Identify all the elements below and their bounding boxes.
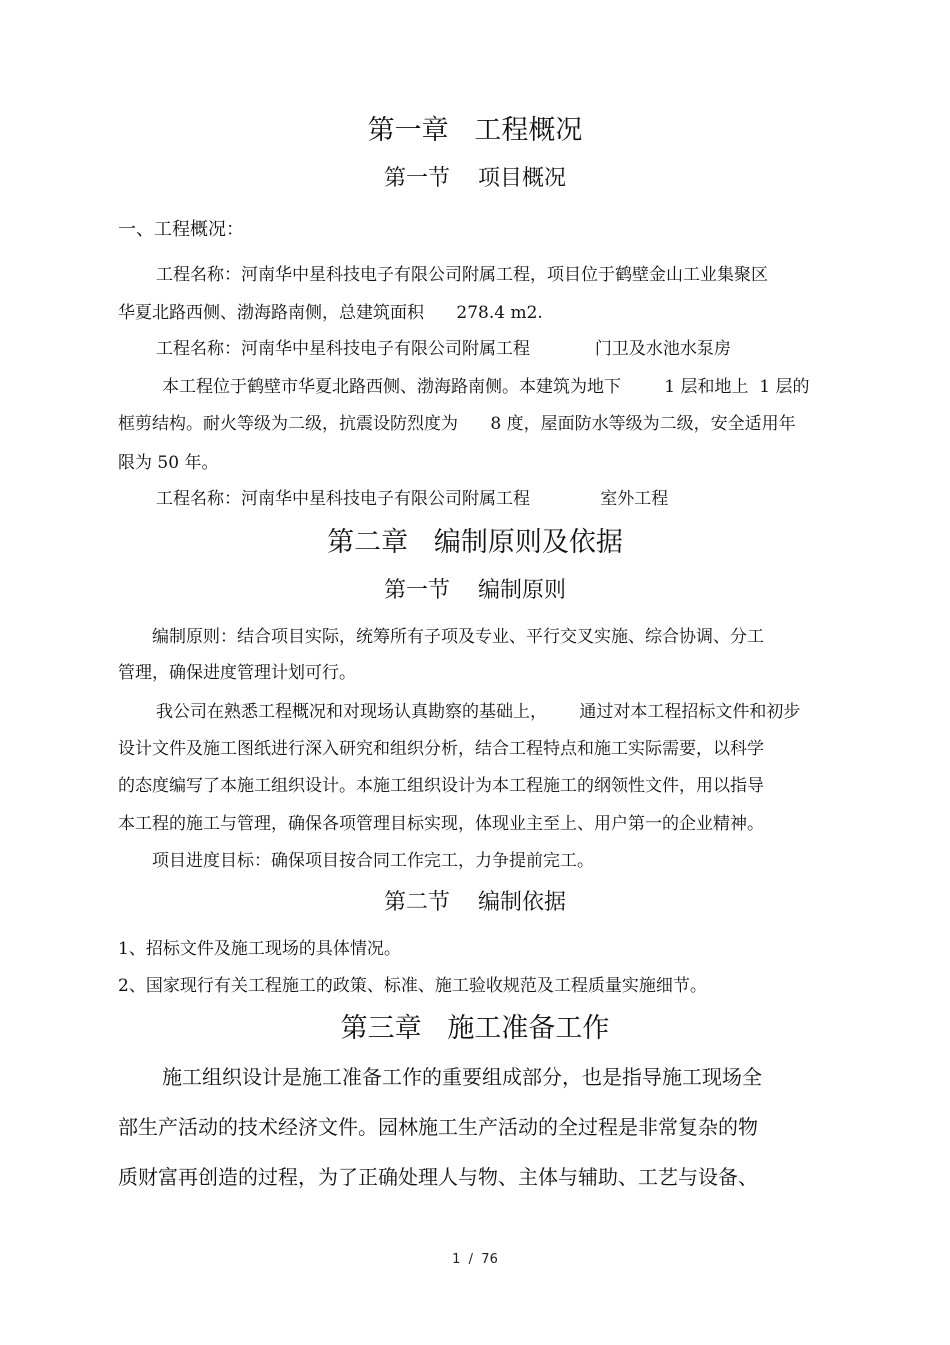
chapter-2-section-2-title: 第二节 编制依据	[384, 890, 566, 915]
paragraph-line: 工程名称：河南华中星科技电子有限公司附属工程 室外工程	[156, 489, 669, 509]
paragraph-line: 我公司在熟悉工程概况和对现场认真勘察的基础上， 通过对本工程招标文件和初步	[156, 702, 801, 722]
paragraph-line: 项目进度目标：确保项目按合同工作完工，力争提前完工。	[152, 851, 594, 871]
paragraph-line: 限为 50 年。	[118, 453, 219, 473]
page-number: 1 / 76	[452, 1252, 498, 1267]
paragraph-line: 工程名称：河南华中星科技电子有限公司附属工程，项目位于鹤壁金山工业集聚区	[156, 265, 768, 285]
paragraph-line: 部生产活动的技术经济文件。园林施工生产活动的全过程是非常复杂的物	[118, 1115, 758, 1139]
paragraph-line: 的态度编写了本施工组织设计。本施工组织设计为本工程施工的纲领性文件，用以指导	[118, 776, 764, 796]
chapter-3-title: 第三章 施工准备工作	[340, 1013, 610, 1044]
paragraph-line: 编制原则：结合项目实际，统筹所有子项及专业、平行交叉实施、综合协调、分工	[152, 627, 764, 647]
paragraph-line: 工程名称：河南华中星科技电子有限公司附属工程 门卫及水池水泵房	[156, 339, 731, 359]
chapter-2-title: 第二章 编制原则及依据	[327, 527, 623, 558]
basis-item: 1、招标文件及施工现场的具体情况。	[118, 939, 401, 959]
paragraph-line: 本工程的施工与管理，确保各项管理目标实现，体现业主至上、用户第一的企业精神。	[118, 814, 764, 834]
chapter-1-heading: 一、工程概况：	[118, 219, 244, 240]
chapter-1-section-1-title: 第一节 项目概况	[384, 166, 566, 191]
chapter-1-title: 第一章 工程概况	[367, 115, 583, 146]
chapter-2-section-1-title: 第一节 编制原则	[384, 578, 566, 603]
paragraph-line: 施工组织设计是施工准备工作的重要组成部分，也是指导施工现场全	[162, 1065, 762, 1089]
basis-item: 2、国家现行有关工程施工的政策、标准、施工验收规范及工程质量实施细节。	[118, 976, 707, 996]
paragraph-line: 质财富再创造的过程，为了正确处理人与物、主体与辅助、工艺与设备、	[118, 1165, 758, 1189]
paragraph-line: 框剪结构。耐火等级为二级，抗震设防烈度为 8 度，屋面防水等级为二级，安全适用年	[118, 414, 796, 434]
paragraph-line: 管理，确保进度管理计划可行。	[118, 663, 356, 683]
paragraph-line: 设计文件及施工图纸进行深入研究和组织分析，结合工程特点和施工实际需要，以科学	[118, 739, 764, 759]
paragraph-line: 本工程位于鹤壁市华夏北路西侧、渤海路南侧。本建筑为地下 1 层和地上 1 层的	[162, 377, 810, 397]
paragraph-line: 华夏北路西侧、渤海路南侧，总建筑面积 278.4 m2.	[118, 303, 543, 323]
